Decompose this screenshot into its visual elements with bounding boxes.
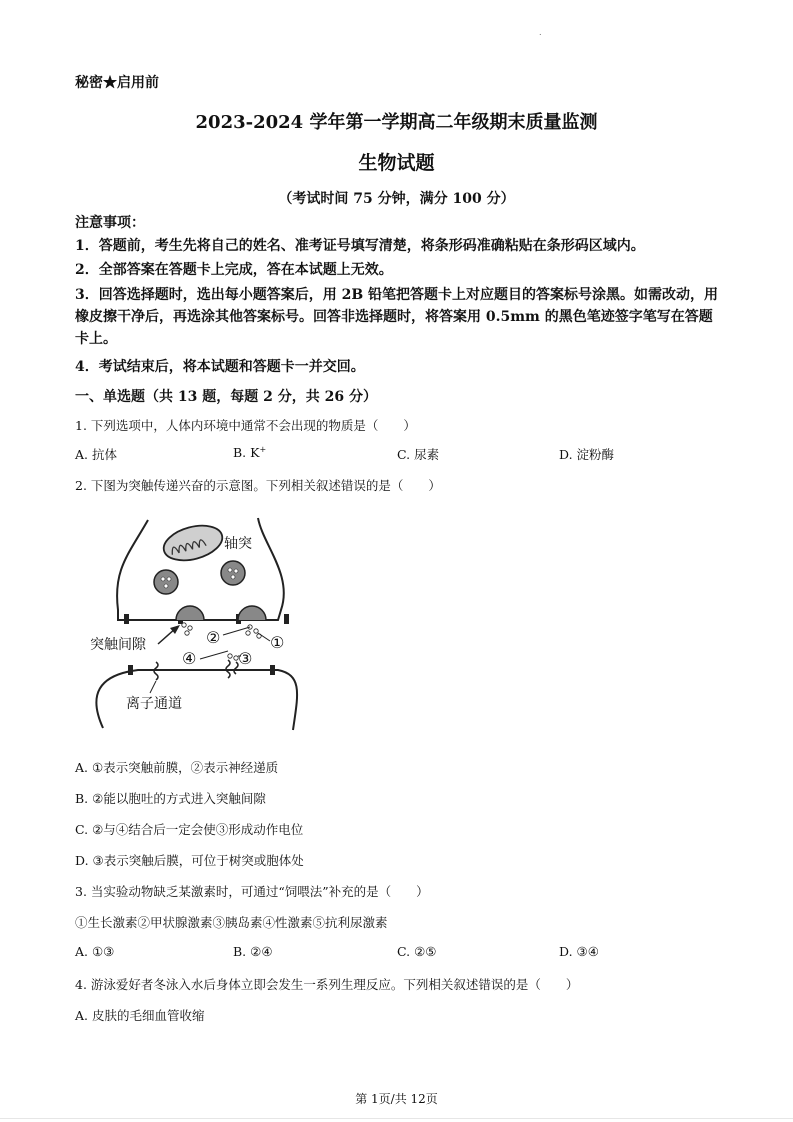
label-3: ③ <box>238 649 253 668</box>
label-4: ④ <box>182 649 197 668</box>
exam-title: 2023-2024 学年第一学期高二年级期末质量监测 <box>195 112 598 133</box>
option-d: D. ③④ <box>559 944 599 959</box>
option-b: B. K+ <box>233 445 267 461</box>
option-d: D. 淀粉酶 <box>559 447 615 462</box>
exam-info: （考试时间 75 分钟，满分 100 分） <box>278 191 515 207</box>
option-b: B. ②能以胞吐的方式进入突触间隙 <box>75 791 266 806</box>
question-stem: 3. 当实验动物缺乏某激素时，可通过“饲喂法”补充的是（ ） <box>75 884 429 899</box>
label-axon: 轴突 <box>224 536 252 552</box>
note-item: 2．全部答案在答题卡上完成，答在本试题上无效。 <box>75 262 393 278</box>
option-a: A. 抗体 <box>75 447 117 462</box>
subject-title: 生物试题 <box>358 152 435 174</box>
option-c: C. ②与④结合后一定会使③形成动作电位 <box>75 822 304 837</box>
option-a: A. ①表示突触前膜，②表示神经递质 <box>75 760 279 775</box>
question-stem: 4. 游泳爱好者冬泳入水后身体立即会发生一系列生理反应。下列相关叙述错误的是（ ） <box>75 977 579 992</box>
mitochondrion-icon <box>160 520 226 566</box>
question-choices-list: ①生长激素②甲状腺激素③胰岛素④性激素⑤抗利尿激素 <box>75 915 388 930</box>
note-item: 4．考试结束后，将本试题和答题卡一并交回。 <box>75 359 365 375</box>
option-a: A. ①③ <box>75 944 115 959</box>
scan-dot: . <box>539 28 542 37</box>
section-heading: 一、单选题（共 13 题，每题 2 分，共 26 分） <box>75 389 377 405</box>
synapse-diagram <box>88 515 308 735</box>
notes-heading: 注意事项： <box>75 215 145 231</box>
vesicle-icon <box>221 561 245 585</box>
note-item: 1．答题前，考生先将自己的姓名、准考证号填写清楚，将条形码准确粘贴在条形码区域内。 <box>75 238 645 254</box>
question-stem: 2. 下图为突触传递兴奋的示意图。下列相关叙述错误的是（ ） <box>75 478 441 493</box>
secret-label: 秘密★启用前 <box>75 75 159 91</box>
label-channel: 离子通道 <box>126 696 182 712</box>
option-c: C. ②⑤ <box>397 944 437 959</box>
option-c: C. 尿素 <box>397 447 440 462</box>
option-a: A. 皮肤的毛细血管收缩 <box>75 1008 205 1023</box>
note-item: 3．回答选择题时，选出每小题答案后，用 2B 铅笔把答题卡上对应题目的答案标号涂黑。如需改动，用橡皮擦干净后，再选涂其他答案标号。回答非选择题时，将答案用 0.5mm 的黑色笔迹签字笔写在答题卡上。 <box>75 287 719 347</box>
option-d: D. ③表示突触后膜，可位于树突或胞体处 <box>75 853 304 868</box>
label-1: ① <box>270 633 285 652</box>
page-footer: 第 1页/共 12页 <box>355 1092 438 1106</box>
label-2: ② <box>206 628 221 647</box>
option-b: B. ②④ <box>233 944 273 959</box>
vesicle-icon <box>154 570 178 594</box>
label-cleft: 突触间隙 <box>90 637 146 653</box>
question-stem: 1. 下列选项中，人体内环境中通常不会出现的物质是（ ） <box>75 418 416 433</box>
bottom-divider <box>0 1118 793 1119</box>
